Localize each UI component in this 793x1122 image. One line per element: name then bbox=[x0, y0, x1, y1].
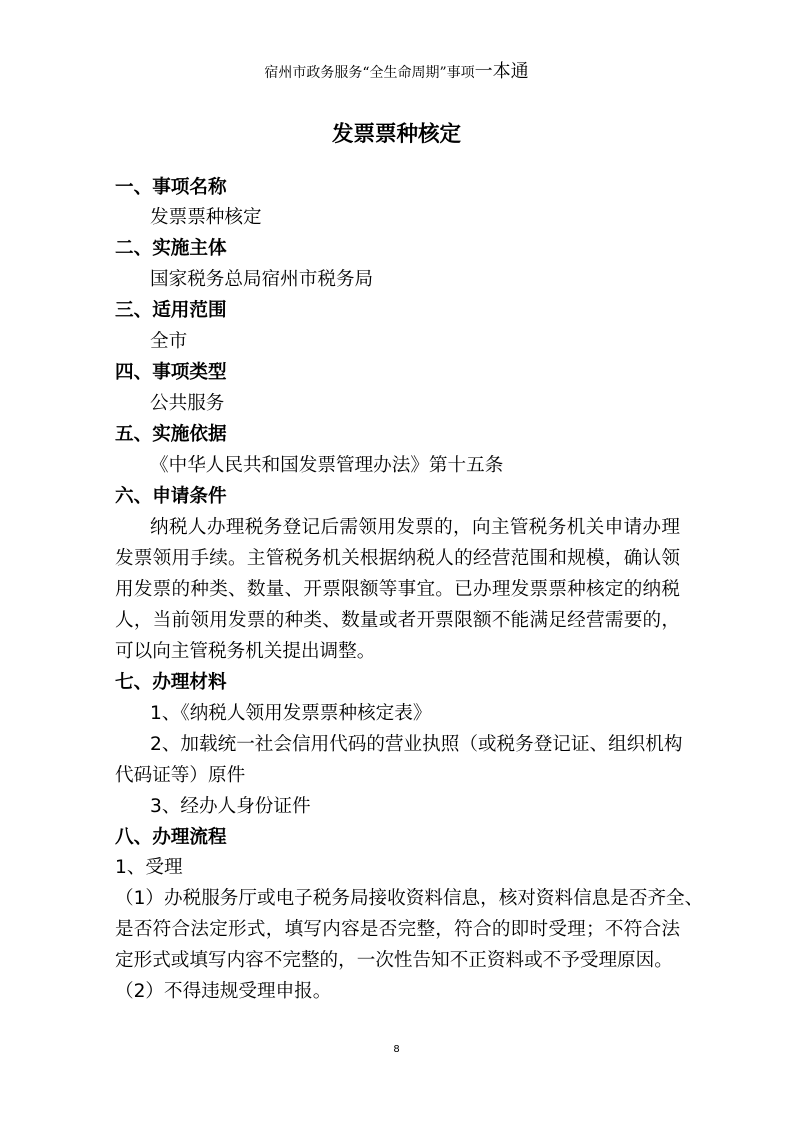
section-heading-name: 一、事项名称 bbox=[115, 176, 227, 198]
section-line: 公共服务 bbox=[150, 393, 225, 415]
list-item: 1、《纳税人领用发票票种核定表》 bbox=[150, 702, 432, 724]
section-heading-implementer: 二、实施主体 bbox=[115, 238, 227, 260]
page-title: 发票票种核定 bbox=[331, 122, 461, 147]
page-header bbox=[0, 60, 793, 85]
header-suffix: 一本通 bbox=[474, 61, 529, 82]
paragraph-line: （2）不得违规受理申报。 bbox=[115, 981, 332, 1003]
process-step: 1、受理 bbox=[115, 857, 183, 879]
section-heading-process: 八、办理流程 bbox=[115, 826, 227, 848]
section-heading-conditions: 六、申请条件 bbox=[115, 486, 227, 508]
paragraph-line: 可以向主管税务机关提出调整。 bbox=[115, 640, 376, 662]
list-item: 2、加载统一社会信用代码的营业执照（或税务登记证、组织机构 bbox=[150, 733, 683, 755]
list-item: 3、经办人身份证件 bbox=[150, 795, 311, 817]
paragraph-line: 定形式或填写内容不完整的，一次性告知不正资料或不予受理原因。 bbox=[115, 950, 673, 972]
section-line: 国家税务总局宿州市税务局 bbox=[150, 269, 374, 291]
paragraph-line: 纳税人办理税务登记后需领用发票的，向主管税务机关申请办理 bbox=[150, 516, 680, 538]
paragraph-line: 是否符合法定形式，填写内容是否完整，符合的即时受理；不符合法 bbox=[115, 919, 680, 941]
paragraph-line: 发票领用手续。主管税务机关根据纳税人的经营范围和规模，确认领 bbox=[115, 547, 680, 569]
document-body bbox=[115, 173, 704, 1009]
page-number: 8 bbox=[393, 1044, 400, 1055]
section-line: 全市 bbox=[150, 331, 188, 353]
header-title: 宿州市政务服务“全生命周期”事项 bbox=[264, 65, 475, 81]
list-item-continuation: 代码证等）原件 bbox=[115, 764, 246, 786]
paragraph-line: 用发票的种类、数量、开票限额等事宜。已办理发票票种核定的纳税 bbox=[115, 578, 680, 600]
section-heading-basis: 五、实施依据 bbox=[115, 424, 227, 446]
paragraph-line: （1）办税服务厅或电子税务局接收资料信息，核对资料信息是否齐全、 bbox=[115, 888, 704, 910]
paragraph-line: 人，当前领用发票的种类、数量或者开票限额不能满足经营需要的， bbox=[115, 609, 680, 631]
section-heading-scope: 三、适用范围 bbox=[115, 300, 227, 322]
section-line: 《中华人民共和国发票管理办法》第十五条 bbox=[150, 455, 504, 477]
section-heading-type: 四、事项类型 bbox=[115, 362, 227, 384]
section-heading-materials: 七、办理材料 bbox=[115, 671, 227, 693]
section-line: 发票票种核定 bbox=[150, 207, 262, 229]
